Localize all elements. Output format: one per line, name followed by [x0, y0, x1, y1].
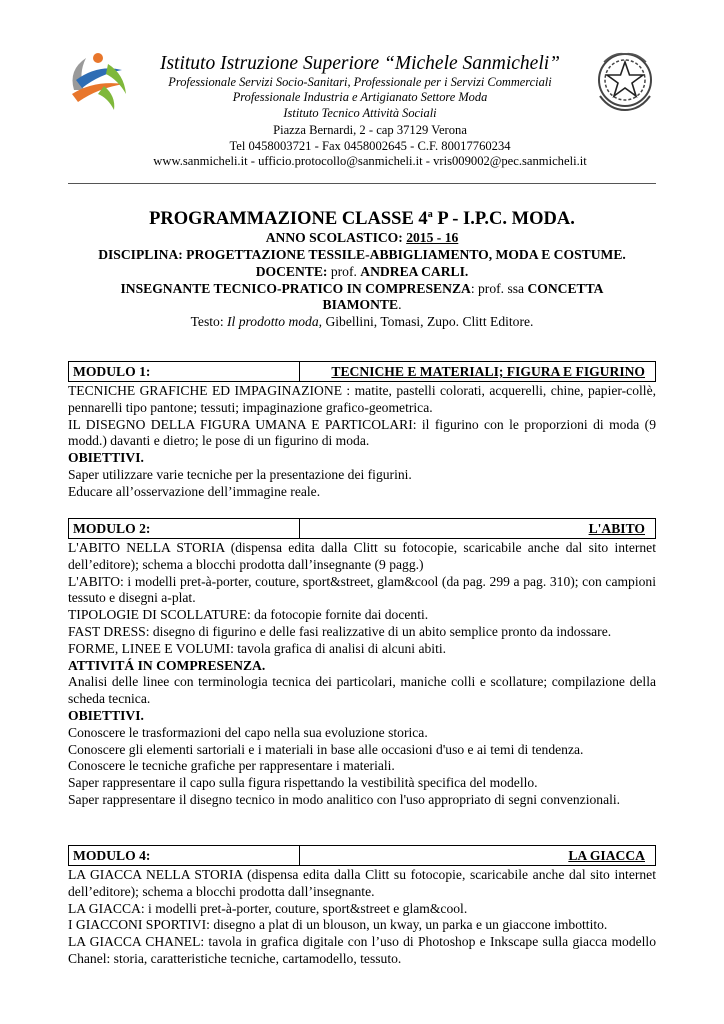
copresence-teacher-cont: BIAMONTE.	[322, 297, 402, 313]
module-line: Conoscere gli elementi sartoriali e i materiali in base alle occasioni d'uso e ai temi di tendenza.	[68, 741, 584, 757]
module-body	[68, 382, 656, 501]
module-line: Conoscere le tecniche grafiche per rappresentare i materiali.	[68, 758, 395, 774]
module-line: Saper utilizzare varie tecniche per la presentazione dei figurini.	[68, 466, 412, 482]
discipline: DISCIPLINA: PROGETTAZIONE TESSILE-ABBIGLIAMENTO, MODA E COSTUME.	[98, 246, 626, 262]
module-1	[68, 361, 656, 501]
module-line: FAST DRESS: disegno di figurino e delle fasi realizzative di un abito semplice pronto da indossare.	[68, 623, 612, 639]
school-logo-icon	[64, 50, 130, 112]
contact-line: Tel 0458003721 - Fax 0458002645 - C.F. 80017760234	[229, 138, 511, 153]
institute-title: Istituto Istruzione Superiore “Michele Sanmicheli”	[159, 53, 561, 74]
letterhead	[0, 0, 724, 186]
school-year: ANNO SCOLASTICO: 2015 - 16	[265, 230, 459, 246]
module-line: IL DISEGNO DELLA FIGURA UMANA E PARTICOLARI: il figurino con le proporzioni di moda (9 modd.) davanti e dietro; le pose di un figurino di moda.	[68, 416, 656, 449]
module-label: MODULO 1:	[69, 362, 300, 381]
module-heading: ATTIVITÁ IN COMPRESENZA.	[68, 657, 266, 673]
web-email-line: www.sanmicheli.it - ufficio.protocollo@sanmicheli.it - vris009002@pec.sanmicheli.it	[153, 154, 587, 168]
institute-subtitle: Istituto Tecnico Attività Sociali	[283, 105, 437, 120]
institute-block	[130, 52, 590, 121]
module-line: L'ABITO: i modelli pret-à-porter, couture, sport&street, glam&cool (da pag. 299 a pag. 310); con campioni tessuto e disegni a-plat.	[68, 573, 656, 606]
module-line: FORME, LINEE E VOLUMI: tavola grafica di analisi di alcuni abiti.	[68, 640, 447, 656]
programme-title: PROGRAMMAZIONE CLASSE 4$^a$ P - I.P.C. MODA.	[149, 209, 575, 230]
institute-subtitle: Professionale Servizi Socio-Sanitari, Professionale per i Servizi Commerciali	[168, 75, 552, 89]
module-4	[68, 845, 656, 968]
module-label: MODULO 2:	[69, 519, 300, 538]
module-line: LA GIACCA NELLA STORIA (dispensa edita dalla Clitt su fotocopie, scaricabile anche dal sito internet dell’editore); schema a blocchi prodotta dall’insegnante.	[68, 867, 656, 899]
module-heading: OBIETTIVI.	[68, 450, 144, 466]
textbook: Testo: Il prodotto moda, Gibellini, Tomasi, Zupo. Clitt Editore.	[190, 314, 534, 330]
module-line: Saper rappresentare il disegno tecnico in modo analitico con l'uso appropriato di segni convenzionali.	[68, 791, 621, 807]
module-line: L'ABITO NELLA STORIA (dispensa edita dalla Clitt su fotocopie, scaricabile anche dal sito internet dell’editore); schema a blocchi prodotta dall’insegnante (9 pagg.)	[68, 540, 656, 572]
module-header	[68, 361, 656, 382]
module-title: LA GIACCA	[568, 848, 645, 863]
module-body	[68, 539, 656, 809]
module-line: LA GIACCA: i modelli pret-à-porter, couture, sport&street e glam&cool.	[68, 900, 468, 916]
module-line: Analisi delle linee con terminologia tecnica dei particolari, maniche colli e scollature; compilazione della scheda tecnica.	[68, 674, 656, 707]
module-line: LA GIACCA CHANEL: tavola in grafica digitale con l’uso di Photoshop e Inkscape sulla giacca modello Chanel: storia, caratteristiche tecniche, cartamodello, tessuto.	[68, 934, 656, 966]
programme-heading	[68, 204, 656, 331]
header-divider	[68, 183, 656, 184]
module-2	[68, 518, 656, 809]
module-line: Conoscere le trasformazioni del capo nella sua evoluzione storica.	[68, 724, 428, 740]
address-block	[70, 123, 670, 170]
address-line: Piazza Bernardi, 2 - cap 37129 Verona	[273, 123, 467, 137]
module-header	[68, 518, 656, 539]
module-header	[68, 845, 656, 866]
module-label: MODULO 4:	[69, 846, 300, 865]
module-title: TECNICHE E MATERIALI; FIGURA E FIGURINO	[331, 364, 645, 379]
module-line: I GIACCONI SPORTIVI: disegno a plat di un blouson, un kway, un parka e un giaccone imbottito.	[68, 917, 608, 933]
module-body	[68, 866, 656, 968]
institute-subtitle: Professionale Industria e Artigianato Settore Moda	[232, 90, 488, 105]
module-line: TIPOLOGIE DI SCOLLATURE: da fotocopie fornite dai docenti.	[68, 607, 429, 623]
republic-emblem-icon	[590, 48, 660, 114]
module-line: Educare all’osservazione dell’immagine reale.	[68, 483, 321, 499]
module-heading: OBIETTIVI.	[68, 707, 144, 723]
module-line: Saper rappresentare il capo sulla figura rispettando la vestibilità specifica del modello.	[68, 775, 538, 791]
module-line: TECNICHE GRAFICHE ED IMPAGINAZIONE : matite, pastelli colorati, acquerelli, chine, papier-collè, pennarelli tipo pantone; tessuti; impaginazione grafico-geometrica.	[68, 383, 656, 415]
copresence-teacher: INSEGNANTE TECNICO-PRATICO IN COMPRESENZA: prof. ssa CONCETTA	[120, 280, 604, 296]
module-title: L'ABITO	[588, 521, 645, 536]
teacher: DOCENTE: prof. ANDREA CARLI.	[255, 263, 469, 279]
